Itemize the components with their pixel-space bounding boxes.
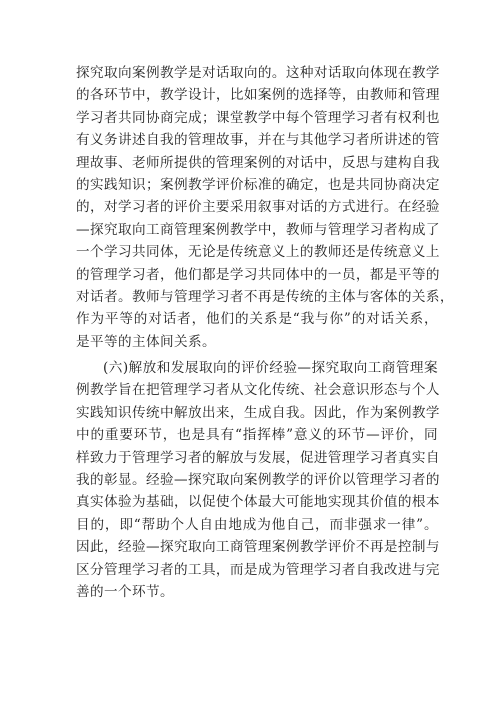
document-body bbox=[76, 62, 454, 603]
paragraph-1-line: 对话者。教师与管理学习者不再是传统的主体与客体的关系， bbox=[76, 288, 454, 305]
paragraph-2-line: 中的重要环节，也是具有“指挥棒”意义的环节—评价，同 bbox=[76, 427, 438, 444]
paragraph-1-line: 有义务讲述自我的管理故事，并在与其他学习者所讲述的管 bbox=[76, 132, 440, 149]
paragraph-2-line: 目的，即“帮助个人自由地成为他自己，而非强求一律”。 bbox=[76, 516, 438, 533]
paragraph-2-line: 善的一个环节。 bbox=[76, 583, 174, 600]
paragraph-2-line: 实践知识传统中解放出来，生成自我。因此，作为案例教学 bbox=[76, 404, 440, 421]
paragraph-1-line: 的管理学习者，他们都是学习共同体中的一员，都是平等的 bbox=[76, 266, 440, 283]
paragraph-2-line: (六)解放和发展取向的评价经验—探究取向工商管理案 bbox=[103, 360, 438, 377]
paragraph-1-line: 作为平等的对话者，他们的关系是“我与你”的对话关系， bbox=[76, 311, 438, 328]
paragraph-2-line: 例教学旨在把管理学习者从文化传统、社会意识形态与个人 bbox=[76, 382, 440, 399]
paragraph-2-line: 区分管理学习者的工具，而是成为管理学习者自我改进与完 bbox=[76, 561, 440, 578]
paragraph-2 bbox=[76, 357, 438, 603]
paragraph-2-line: 真实体验为基础，以促使个体最大可能地实现其价值的根本 bbox=[76, 494, 440, 511]
paragraph-1-line: 学习者共同协商完成；课堂教学中每个管理学习者有权利也 bbox=[76, 109, 440, 126]
paragraph-2-line: 样致力于管理学习者的解放与发展，促进管理学习者真实自 bbox=[76, 449, 440, 466]
paragraph-1-line: 的各环节中，教学设计，比如案例的选择等，由教师和管理 bbox=[76, 87, 440, 104]
paragraph-1-line: 一个学习共同体，无论是传统意义上的教师还是传统意义上 bbox=[76, 244, 440, 261]
paragraph-1-line: 理故事、老师所提供的管理案例的对话中，反思与建构自我 bbox=[76, 154, 440, 171]
paragraph-2-line: 因此，经验—探究取向工商管理案例教学评价不再是控制与 bbox=[76, 539, 440, 556]
paragraph-2-line: 我的彰显。经验—探究取向案例教学的评价以管理学习者的 bbox=[76, 472, 440, 489]
paragraph-1 bbox=[76, 62, 454, 353]
paragraph-1-line: 探究取向案例教学是对话取向的。这种对话取向体现在教学 bbox=[76, 65, 440, 81]
paragraph-1-line: 的，对学习者的评价主要采用叙事对话的方式进行。在经验 bbox=[76, 199, 440, 216]
paragraph-1-line: 是平等的主体间关系。 bbox=[76, 333, 216, 350]
paragraph-1-line: 的实践知识；案例教学评价标准的确定，也是共同协商决定 bbox=[76, 176, 440, 193]
paragraph-1-line: —探究取向工商管理案例教学中，教师与管理学习者构成了 bbox=[76, 221, 440, 238]
